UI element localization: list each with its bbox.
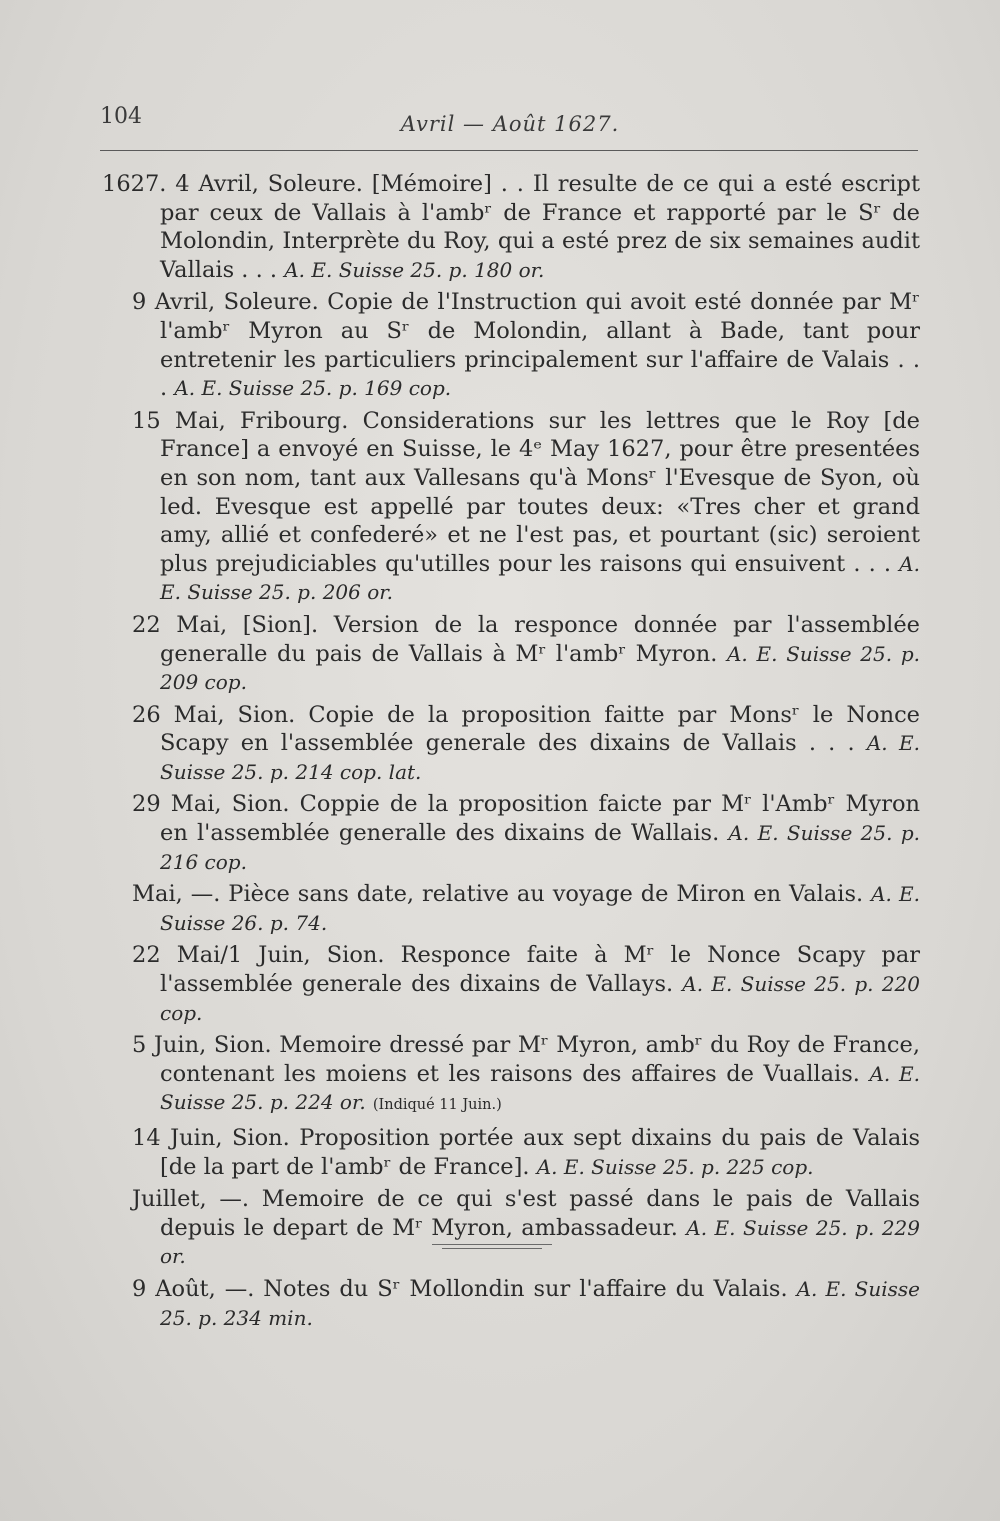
list-item bbox=[102, 880, 920, 937]
archive-reference: A. E. Suisse 25. p. 216 cop. bbox=[160, 821, 921, 874]
entry-text: 29 Mai, Sion. Coppie de la proposition faicte par Mʳ l'Ambʳ Myron en l'assemblée generalle des dixains de Wallais. bbox=[132, 791, 920, 847]
archive-reference: A. E. Suisse 25. p. 220 cop. bbox=[160, 972, 920, 1025]
entry-text: 22 Mai/1 Juin, Sion. Responce faite à Mʳ le Nonce Scapy par l'assemblée generale des dixains de Vallays. bbox=[132, 942, 920, 998]
list-item bbox=[102, 1185, 920, 1271]
list-item bbox=[102, 1275, 920, 1332]
list-item bbox=[102, 611, 920, 697]
entry-text: 14 Juin, Sion. Proposition portée aux sept dixains du pais de Valais [de la part de l'ambʳ de France]. bbox=[132, 1125, 920, 1180]
entry-text: 1627. 4 Avril, Soleure. [Mémoire] . . Il resulte de ce qui a esté escript par ceux de Vallais à l'ambʳ de France et rapporté par le Sʳ de Molondin, Interprète du Roy, qui a esté prez de six semaines audit Vallais . . . bbox=[102, 171, 920, 283]
list-item bbox=[102, 1031, 920, 1120]
ornament-line bbox=[442, 1248, 542, 1249]
running-title: Avril — Août 1627. bbox=[400, 112, 620, 136]
entry-text: Mai, —. Pièce sans date, relative au voyage de Miron en Valais. bbox=[132, 881, 864, 908]
ornament-line bbox=[432, 1244, 552, 1245]
list-item bbox=[102, 407, 920, 607]
entry-text: 26 Mai, Sion. Copie de la proposition faitte par Monsʳ le Nonce Scapy en l'assemblée generale des dixains de Vallais . . . bbox=[132, 701, 920, 757]
archive-reference: A. E. Suisse 25. p. 169 cop. bbox=[174, 376, 452, 401]
header-rule bbox=[100, 150, 918, 151]
entry-text: Juillet, —. Memoire de ce qui s'est passé dans le pais de Vallais depuis le depart de Mʳ Myron, ambassadeur. bbox=[132, 1186, 920, 1241]
end-ornament-divider bbox=[432, 1244, 552, 1252]
list-item bbox=[102, 288, 920, 402]
entry-list bbox=[102, 170, 920, 1336]
list-item bbox=[102, 701, 920, 787]
page-header bbox=[100, 100, 920, 140]
list-item bbox=[102, 941, 920, 1027]
entry-text: 9 Avril, Soleure. Copie de l'Instruction qui avoit esté donnée par Mʳ l'ambʳ Myron au Sʳ de Molondin, allant à Bade, tant pour entretenir les particuliers principalement sur l'affaire de Valais . . . bbox=[132, 289, 920, 402]
list-item bbox=[102, 1124, 920, 1181]
archive-reference: A. E. Suisse 25. p. 234 min. bbox=[160, 1276, 920, 1330]
archive-reference: A. E. Suisse 25. p. 224 or. bbox=[160, 1061, 920, 1115]
archive-reference: A. E. Suisse 25. p. 225 cop. bbox=[536, 1154, 814, 1179]
entry-text: 15 Mai, Fribourg. Considerations sur les lettres que le Roy [de France] a envoyé en Suisse, le 4ᵉ May 1627, pour être presentées en son nom, tant aux Vallesans qu'à Monsʳ l'Evesque de Syon, où led. Evesque est appellé par toutes deux: «Tres cher et grand amy, allié et confederé» et ne l'est pas, et pourtant (sic) seroient plus prejudiciables qu'utilles pour les raisons qui ensuivent . . . bbox=[132, 407, 920, 577]
entry-note: (Indiqué 11 Juin.) bbox=[372, 1097, 502, 1114]
archive-reference: A. E. Suisse 25. p. 214 cop. lat. bbox=[160, 731, 921, 784]
archive-reference: A. E. Suisse 25. p. 206 or. bbox=[160, 551, 920, 605]
archive-reference: A. E. Suisse 25. p. 209 cop. bbox=[160, 641, 921, 695]
entry-text: 5 Juin, Sion. Memoire dressé par Mʳ Myron, ambʳ du Roy de France, contenant les moiens et les raisons des affaires de Vuallais. bbox=[132, 1032, 920, 1087]
entry-text: 9 Août, —. Notes du Sʳ Mollondin sur l'affaire du Valais. bbox=[132, 1275, 788, 1302]
list-item bbox=[102, 790, 920, 876]
page-number: 104 bbox=[100, 104, 142, 129]
entry-text: 22 Mai, [Sion]. Version de la responce donnée par l'assemblée generalle du pais de Vallais à Mʳ l'ambʳ Myron. bbox=[132, 611, 920, 667]
list-item bbox=[102, 170, 920, 284]
archive-reference: A. E. Suisse 25. p. 229 or. bbox=[160, 1215, 920, 1269]
archive-reference: A. E. Suisse 25. p. 180 or. bbox=[284, 257, 545, 282]
archive-reference: A. E. Suisse 26. p. 74. bbox=[160, 882, 920, 935]
